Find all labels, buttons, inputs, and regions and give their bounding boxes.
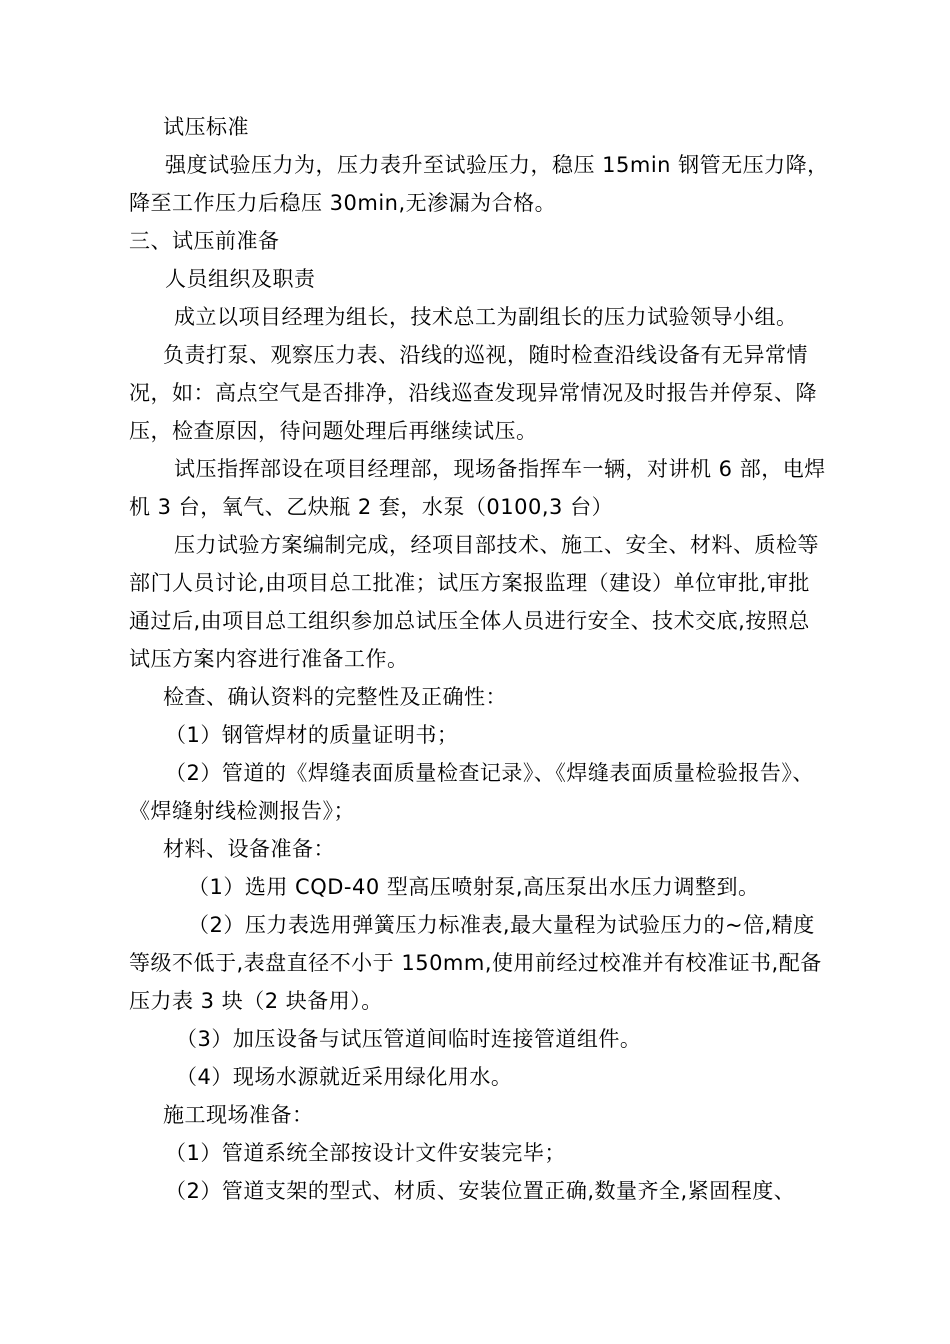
list-item: （4）现场水源就近采用绿化用水。 [176, 1065, 513, 1089]
chapter-heading: 三、试压前准备 [129, 229, 280, 253]
list-item: （1）管道系统全部按设计文件安装完毕； [165, 1141, 566, 1165]
section-heading: 施工现场准备： [163, 1103, 314, 1127]
section-heading: 材料、设备准备： [163, 837, 335, 861]
list-item-continuation: 等级不低于,表盘直径不小于 150mm,使用前经过校准并有校准证书,配备 [129, 951, 822, 975]
paragraph-line: 通过后,由项目总工组织参加总试压全体人员进行安全、技术交底,按照总 [129, 609, 810, 633]
paragraph-line: 部门人员讨论,由项目总工批准；试压方案报监理（建设）单位审批,审批 [129, 571, 810, 595]
paragraph-line: 成立以项目经理为组长，技术总工为副组长的压力试验领导小组。 [174, 305, 798, 329]
paragraph-line: 强度试验压力为，压力表升至试验压力，稳压 15min 钢管无压力降， [165, 153, 829, 177]
list-item: （1）钢管焊材的质量证明书； [165, 723, 459, 747]
list-item-continuation: 《焊缝射线检测报告》； [129, 799, 355, 823]
paragraph-line: 负责打泵、观察压力表、沿线的巡视，随时检查沿线设备有无异常情 [163, 343, 808, 367]
paragraph-line: 况，如：高点空气是否排净，沿线巡查发现异常情况及时报告并停泵、降 [129, 381, 817, 405]
list-item: （2）管道的《焊缝表面质量检查记录》、《焊缝表面质量检验报告》、 [165, 761, 814, 785]
list-item: （1）选用 CQD-40 型高压喷射泵,高压泵出水压力调整到。 [188, 875, 760, 899]
section-heading: 检查、确认资料的完整性及正确性： [163, 685, 507, 709]
list-item: （2）管道支架的型式、材质、安装位置正确,数量齐全,紧固程度、 [165, 1179, 796, 1203]
section-heading: 试压标准 [163, 115, 249, 139]
list-item: （3）加压设备与试压管道间临时连接管道组件。 [176, 1027, 642, 1051]
paragraph-line: 试压指挥部设在项目经理部，现场备指挥车一辆，对讲机 6 部，电焊 [174, 457, 826, 481]
paragraph-line: 降至工作压力后稳压 30min,无渗漏为合格。 [129, 191, 557, 215]
paragraph-line: 试压方案内容进行准备工作。 [129, 647, 409, 671]
paragraph-line: 压力试验方案编制完成，经项目部技术、施工、安全、材料、质检等 [174, 533, 819, 557]
list-item: （2）压力表选用弹簧压力标准表,最大量程为试验压力的~倍,精度 [188, 913, 815, 937]
list-item-continuation: 压力表 3 块（2 块备用）。 [129, 989, 383, 1013]
section-heading: 人员组织及职责 [165, 267, 316, 291]
paragraph-line: 压，检查原因，待问题处理后再继续试压。 [129, 419, 538, 443]
paragraph-line: 机 3 台，氧气、乙炔瓶 2 套，水泵（0100,3 台） [129, 495, 614, 519]
